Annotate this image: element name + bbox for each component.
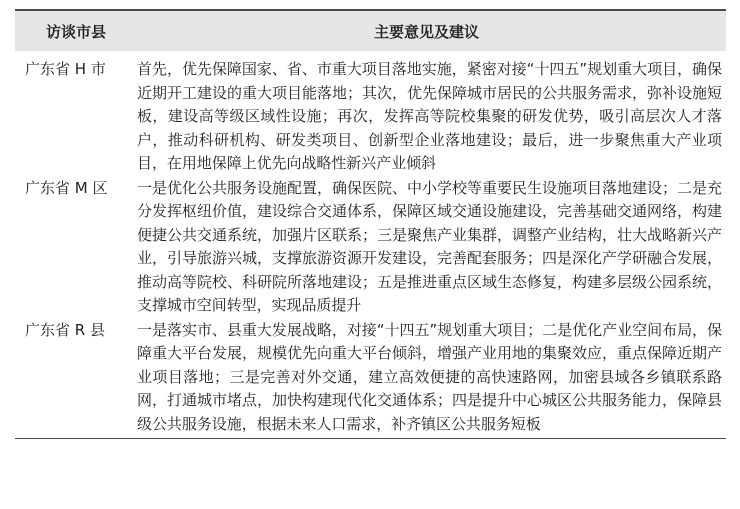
row-county-cell: 广东省 R 县: [25, 320, 105, 339]
table-header-row: [15, 11, 726, 51]
row-opinion-cell: 一是落实市、县重大发展战略，对接“十四五”规划重大项目；二是优化产业空间布局，保障重大平台发展，规模优先向重大平台倾斜，增强产业用地的集聚效应，重点保障近期产业项目落地；三是完善对外交通，建立高效便捷的高快速路网，加密县域各乡镇联系路网，打通城市堵点，加快构建现代化交通体系；四是提升中心城区公共服务能力，保障县级公共服务设施，根据未来人口需求，补齐镇区公共服务短板: [137, 320, 722, 433]
interview-table: [15, 9, 726, 439]
header-opinion: 主要意见及建议: [373, 22, 479, 41]
table-row: [15, 318, 726, 439]
table-row: [15, 51, 726, 176]
header-county: 访谈市县: [45, 22, 106, 41]
row-opinion-cell: 一是优化公共服务设施配置，确保医院、中小学校等重要民生设施项目落地建设；二是充分发挥枢纽价值，建设综合交通体系，保障区域交通设施建设，完善基础交通网络，构建便捷公共交通系统，加强片区联系；三是聚焦产业集群，调整产业结构，壮大战略新兴产业，引导旅游兴城，支撑旅游资源开发建设，完善配套服务；四是深化产学研融合发展，推动高等院校、科研院所落地建设；五是推进重点区域生态修复，构建多层级公园系统，支撑城市空间转型，实现品质提升: [137, 178, 722, 314]
row-county-cell: 广东省 M 区: [25, 178, 108, 197]
row-county-cell: 广东省 H 市: [25, 60, 106, 78]
table-row: [15, 176, 726, 318]
row-opinion-cell: 首先，优先保障国家、省、市重大项目落地实施，紧密对接“十四五”规划重大项目，确保近期开工建设的重大项目能落地；其次，优先保障城市居民的公共服务需求，弥补设施短板，建设高等级区域性设施；再次，发挥高等院校集聚的研发优势，吸引高层次人才落户，推动科研机构、研发类项目、创新型企业落地建设；最后，进一步聚焦重大产业项目，在用地保障上优先向战略性新兴产业倾斜: [137, 60, 722, 172]
